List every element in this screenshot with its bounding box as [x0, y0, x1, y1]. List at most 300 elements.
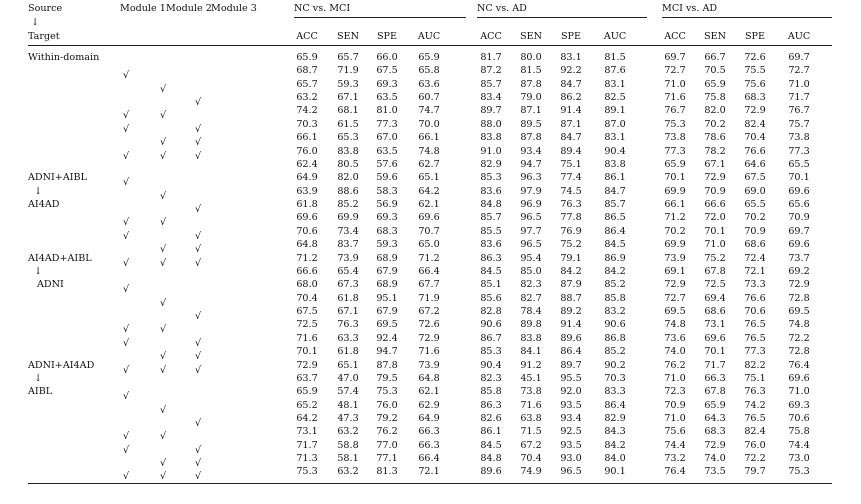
- table-cell: 83.8: [520, 332, 542, 344]
- table-cell: 59.3: [337, 78, 359, 90]
- table-cell: 67.8: [704, 265, 726, 277]
- table-cell: 77.3: [788, 145, 810, 157]
- table-cell: 90.2: [604, 359, 626, 371]
- module-2-check: √: [159, 431, 167, 443]
- table-cell: 87.6: [604, 65, 626, 77]
- table-cell: 82.7: [520, 292, 542, 304]
- table-cell: 69.3: [376, 78, 398, 90]
- table-cell: 86.4: [604, 399, 626, 411]
- table-cell: 84.8: [480, 453, 502, 465]
- header-module-2: Module 2: [166, 3, 212, 14]
- domain-label: ↓: [34, 372, 43, 384]
- table-cell: 85.7: [480, 212, 502, 224]
- table-cell: 90.4: [480, 359, 502, 371]
- module-3-check: √: [194, 257, 202, 269]
- table-cell: 76.3: [337, 319, 359, 331]
- table-cell: 91.2: [520, 359, 542, 371]
- table-cell: 84.5: [480, 265, 502, 277]
- table-cell: 65.6: [788, 199, 810, 211]
- table-cell: 93.5: [560, 439, 582, 451]
- table-cell: 64.9: [418, 412, 440, 424]
- table-cell: 69.6: [788, 372, 810, 384]
- table-cell: 84.8: [480, 199, 502, 211]
- module-2-check: √: [159, 150, 167, 162]
- table-cell: 74.8: [664, 319, 686, 331]
- table-cell: 73.6: [664, 332, 686, 344]
- table-cell: 69.3: [788, 399, 810, 411]
- table-cell: 74.4: [788, 439, 810, 451]
- table-cell: 83.1: [604, 132, 626, 144]
- table-cell: 61.5: [337, 118, 359, 130]
- table-cell: 71.6: [520, 399, 542, 411]
- table-cell: 71.0: [788, 386, 810, 398]
- table-cell: 90.1: [604, 466, 626, 478]
- table-cell: 67.9: [376, 265, 398, 277]
- table-cell: 65.2: [296, 399, 318, 411]
- table-cell: 82.4: [744, 426, 766, 438]
- table-cell: 71.2: [296, 252, 318, 264]
- table-cell: 74.9: [520, 466, 542, 478]
- table-cell: 73.9: [664, 252, 686, 264]
- table-cell: 65.9: [418, 52, 440, 63]
- table-cell: 76.2: [664, 359, 686, 371]
- table-cell: 89.6: [560, 332, 582, 344]
- table-cell: 66.0: [376, 52, 398, 63]
- table-cell: 47.0: [337, 372, 359, 384]
- table-cell: 96.3: [520, 172, 542, 184]
- module-1-check: √: [122, 230, 130, 242]
- module-2-check: √: [159, 471, 167, 483]
- table-cell: 93.4: [520, 145, 542, 157]
- table-cell: 70.6: [788, 412, 810, 424]
- table-cell: 71.0: [704, 239, 726, 251]
- table-cell: 68.1: [337, 105, 359, 117]
- table-cell: 83.8: [480, 132, 502, 144]
- module-2-check: √: [159, 217, 167, 229]
- table-cell: 75.8: [788, 426, 810, 438]
- table-cell: 73.1: [296, 426, 318, 438]
- table-cell: 96.5: [520, 212, 542, 224]
- table-cell: 85.5: [480, 225, 502, 237]
- module-1-check: √: [122, 123, 130, 135]
- table-cell: 76.0: [376, 399, 398, 411]
- table-cell: 67.1: [337, 306, 359, 318]
- table-cell: 83.1: [560, 52, 582, 63]
- table-cell: 72.1: [418, 466, 440, 478]
- table-cell: 68.3: [704, 426, 726, 438]
- table-cell: 48.1: [337, 399, 359, 411]
- table-cell: 66.3: [704, 372, 726, 384]
- table-cell: 70.1: [704, 346, 726, 358]
- table-cell: 83.1: [604, 78, 626, 90]
- table-cell: 71.6: [418, 346, 440, 358]
- table-cell: 74.2: [296, 105, 318, 117]
- group-rule-nc-mci: [294, 17, 466, 18]
- table-cell: 87.9: [560, 279, 582, 291]
- table-cell: 89.6: [480, 466, 502, 478]
- table-cell: 77.3: [376, 118, 398, 130]
- table-cell: 73.8: [788, 132, 810, 144]
- module-2-check: √: [159, 404, 167, 416]
- table-cell: 75.6: [664, 426, 686, 438]
- table-cell: 76.4: [788, 359, 810, 371]
- table-cell: 82.5: [604, 92, 626, 104]
- table-cell: 90.6: [480, 319, 502, 331]
- table-cell: 66.7: [704, 52, 726, 63]
- module-3-check: √: [194, 123, 202, 135]
- table-cell: 70.9: [744, 225, 766, 237]
- table-cell: 72.5: [704, 279, 726, 291]
- domain-label: AI4AD: [28, 199, 60, 211]
- module-2-check: √: [159, 324, 167, 336]
- table-cell: 75.3: [788, 466, 810, 478]
- table-cell: 58.3: [376, 185, 398, 197]
- module-3-check: √: [194, 230, 202, 242]
- table-cell: 76.7: [664, 105, 686, 117]
- module-1-check: √: [122, 110, 130, 122]
- header-target: Target: [28, 31, 60, 42]
- table-cell: 70.4: [296, 292, 318, 304]
- table-cell: 75.1: [560, 158, 582, 170]
- table-cell: 71.9: [418, 292, 440, 304]
- table-cell: 76.0: [296, 145, 318, 157]
- table-cell: 71.0: [664, 78, 686, 90]
- table-cell: 73.0: [788, 453, 810, 465]
- table-cell: 71.5: [520, 426, 542, 438]
- table-cell: 68.6: [744, 239, 766, 251]
- table-cell: 75.3: [664, 118, 686, 130]
- domain-label: AI4AD+AIBL: [28, 252, 92, 264]
- group-mci-ad: MCI vs. AD: [662, 3, 718, 14]
- table-cell: 74.0: [704, 453, 726, 465]
- table-cell: 89.7: [560, 359, 582, 371]
- group-rule-nc-ad: [477, 17, 647, 18]
- table-cell: 87.1: [520, 105, 542, 117]
- group-nc-mci: NC vs. MCI: [294, 3, 351, 14]
- module-2-check: √: [159, 458, 167, 470]
- table-cell: 84.1: [520, 346, 542, 358]
- table-cell: 87.0: [604, 118, 626, 130]
- table-cell: 87.2: [480, 65, 502, 77]
- table-cell: 77.8: [560, 212, 582, 224]
- table-cell: 72.0: [704, 212, 726, 224]
- table-cell: 89.5: [520, 118, 542, 130]
- table-cell: 95.5: [560, 372, 582, 384]
- table-cell: 66.3: [418, 439, 440, 451]
- table-cell: 93.0: [560, 453, 582, 465]
- table-cell: 67.1: [704, 158, 726, 170]
- table-cell: 76.6: [744, 145, 766, 157]
- table-cell: 67.9: [376, 306, 398, 318]
- table-cell: 84.2: [604, 265, 626, 277]
- table-cell: 65.1: [418, 172, 440, 184]
- table-cell: 75.1: [744, 372, 766, 384]
- table-cell: 45.1: [520, 372, 542, 384]
- table-cell: 70.1: [704, 225, 726, 237]
- table-cell: 71.9: [337, 65, 359, 77]
- module-1-check: √: [122, 364, 130, 376]
- table-cell: 81.5: [604, 52, 626, 63]
- table-cell: 71.3: [296, 453, 318, 465]
- table-cell: 85.6: [480, 292, 502, 304]
- table-cell: 63.5: [376, 92, 398, 104]
- table-cell: 82.3: [480, 372, 502, 384]
- table-cell: 85.3: [480, 346, 502, 358]
- metric-header-acc: ACC: [296, 31, 318, 42]
- table-cell: 71.6: [296, 332, 318, 344]
- module-1-check: √: [122, 70, 130, 82]
- table-cell: 71.2: [664, 212, 686, 224]
- module-3-check: √: [194, 97, 202, 109]
- table-cell: 76.7: [788, 105, 810, 117]
- table-cell: 65.0: [418, 239, 440, 251]
- table-cell: 69.6: [418, 212, 440, 224]
- table-cell: 72.7: [664, 292, 686, 304]
- table-cell: 75.3: [376, 386, 398, 398]
- table-cell: 89.2: [560, 306, 582, 318]
- table-cell: 74.5: [560, 185, 582, 197]
- table-cell: 74.8: [788, 319, 810, 331]
- table-cell: 82.3: [520, 279, 542, 291]
- module-1-check: √: [122, 431, 130, 443]
- table-cell: 76.6: [744, 292, 766, 304]
- table-cell: 70.9: [704, 185, 726, 197]
- table-cell: 75.7: [788, 118, 810, 130]
- table-cell: 57.4: [337, 386, 359, 398]
- table-cell: 66.4: [418, 453, 440, 465]
- table-cell: 74.8: [418, 145, 440, 157]
- module-2-check: √: [159, 137, 167, 149]
- table-cell: 90.6: [604, 319, 626, 331]
- metric-header-spe: SPE: [376, 31, 398, 42]
- table-cell: 84.7: [560, 132, 582, 144]
- table-cell: 70.3: [604, 372, 626, 384]
- table-cell: 61.8: [296, 199, 318, 211]
- table-cell: 65.1: [337, 359, 359, 371]
- table-cell: 97.7: [520, 225, 542, 237]
- table-cell: 81.5: [520, 65, 542, 77]
- table-cell: 81.7: [480, 52, 502, 63]
- table-cell: 70.5: [704, 65, 726, 77]
- table-cell: 79.0: [520, 92, 542, 104]
- header-source: Source: [28, 3, 63, 14]
- table-cell: 65.9: [704, 78, 726, 90]
- table-cell: 70.4: [520, 453, 542, 465]
- table-cell: 61.8: [337, 292, 359, 304]
- table-cell: 92.2: [560, 65, 582, 77]
- table-cell: 67.8: [704, 386, 726, 398]
- table-cell: 86.4: [560, 346, 582, 358]
- table-cell: 85.3: [480, 172, 502, 184]
- header-bottom-rule: [28, 45, 832, 46]
- table-cell: 84.2: [560, 265, 582, 277]
- table-cell: 77.0: [376, 439, 398, 451]
- table-cell: 70.2: [744, 212, 766, 224]
- table-cell: 62.1: [418, 199, 440, 211]
- module-1-check: √: [122, 391, 130, 403]
- table-cell: 72.9: [744, 105, 766, 117]
- table-cell: 76.5: [744, 412, 766, 424]
- table-cell: 66.4: [418, 265, 440, 277]
- table-cell: 67.5: [296, 306, 318, 318]
- table-cell: 59.3: [376, 239, 398, 251]
- table-cell: 83.3: [604, 386, 626, 398]
- table-cell: 76.0: [744, 439, 766, 451]
- table-cell: 73.9: [418, 359, 440, 371]
- table-cell: 86.2: [560, 92, 582, 104]
- table-cell: 86.1: [480, 426, 502, 438]
- table-cell: 84.2: [604, 439, 626, 451]
- table-cell: 73.9: [337, 252, 359, 264]
- table-cell: 86.9: [604, 252, 626, 264]
- module-1-check: √: [122, 217, 130, 229]
- table-cell: 63.2: [296, 92, 318, 104]
- table-cell: 74.4: [664, 439, 686, 451]
- metric-header-acc: ACC: [480, 31, 502, 42]
- table-cell: 89.1: [604, 105, 626, 117]
- table-cell: 69.9: [664, 185, 686, 197]
- table-cell: 70.7: [418, 225, 440, 237]
- table-cell: 76.9: [560, 225, 582, 237]
- table-cell: 70.9: [664, 399, 686, 411]
- table-cell: 90.4: [604, 145, 626, 157]
- table-cell: 85.7: [480, 78, 502, 90]
- table-cell: 97.9: [520, 185, 542, 197]
- module-1-check: √: [122, 150, 130, 162]
- table-cell: 70.6: [296, 225, 318, 237]
- table-cell: 67.2: [520, 439, 542, 451]
- table-bottom-rule: [28, 483, 832, 484]
- table-cell: 69.2: [788, 265, 810, 277]
- table-cell: 70.0: [418, 118, 440, 130]
- module-1-check: √: [122, 257, 130, 269]
- table-cell: 72.2: [788, 332, 810, 344]
- table-cell: 62.7: [418, 158, 440, 170]
- module-2-check: √: [159, 244, 167, 256]
- module-1-check: √: [122, 324, 130, 336]
- table-cell: 72.9: [664, 279, 686, 291]
- table-cell: 70.3: [296, 118, 318, 130]
- group-rule-mci-ad: [662, 17, 832, 18]
- table-cell: 83.6: [480, 185, 502, 197]
- table-cell: 70.6: [744, 306, 766, 318]
- table-cell: 72.7: [788, 65, 810, 77]
- table-cell: 62.1: [418, 386, 440, 398]
- table-cell: 69.6: [788, 185, 810, 197]
- module-3-check: √: [194, 458, 202, 470]
- table-cell: 79.1: [560, 252, 582, 264]
- table-cell: 82.9: [604, 412, 626, 424]
- table-cell: 83.8: [604, 158, 626, 170]
- table-cell: 65.8: [418, 65, 440, 77]
- table-cell: 69.7: [788, 52, 810, 63]
- table-cell: 72.9: [704, 172, 726, 184]
- table-cell: 73.7: [788, 252, 810, 264]
- table-cell: 71.7: [788, 92, 810, 104]
- table-cell: 65.9: [296, 386, 318, 398]
- module-1-check: √: [122, 471, 130, 483]
- table-cell: 96.5: [560, 466, 582, 478]
- table-cell: 80.5: [337, 158, 359, 170]
- table-cell: 58.8: [337, 439, 359, 451]
- table-cell: 84.3: [604, 426, 626, 438]
- table-cell: 70.2: [704, 118, 726, 130]
- table-cell: 59.6: [376, 172, 398, 184]
- table-cell: 65.9: [296, 52, 318, 63]
- table-cell: 67.3: [337, 279, 359, 291]
- table-cell: 91.4: [560, 319, 582, 331]
- table-cell: 92.0: [560, 386, 582, 398]
- module-2-check: √: [159, 110, 167, 122]
- table-cell: 72.8: [788, 346, 810, 358]
- table-cell: 82.6: [480, 412, 502, 424]
- table-cell: 85.8: [480, 386, 502, 398]
- header-module-1: Module 1: [120, 3, 166, 14]
- table-cell: 69.3: [376, 212, 398, 224]
- table-cell: 68.6: [704, 306, 726, 318]
- table-cell: 71.0: [664, 372, 686, 384]
- table-cell: 82.4: [744, 118, 766, 130]
- table-cell: 62.4: [296, 158, 318, 170]
- table-cell: 69.5: [664, 306, 686, 318]
- table-cell: 72.2: [744, 453, 766, 465]
- table-cell: 75.5: [744, 65, 766, 77]
- table-cell: 71.6: [664, 92, 686, 104]
- table-cell: 71.2: [418, 252, 440, 264]
- module-3-check: √: [194, 337, 202, 349]
- group-nc-ad: NC vs. AD: [477, 3, 527, 14]
- table-cell: 84.7: [604, 185, 626, 197]
- table-cell: 67.5: [744, 172, 766, 184]
- table-cell: 82.8: [480, 306, 502, 318]
- table-cell: 70.1: [788, 172, 810, 184]
- table-cell: 60.7: [418, 92, 440, 104]
- table-cell: 65.7: [296, 78, 318, 90]
- module-2-check: √: [159, 257, 167, 269]
- metric-header-auc: AUC: [787, 31, 811, 42]
- table-cell: 63.5: [376, 145, 398, 157]
- table-cell: 73.8: [520, 386, 542, 398]
- metric-header-sen: SEN: [337, 31, 359, 42]
- table-cell: 88.0: [480, 118, 502, 130]
- table-cell: 72.4: [744, 252, 766, 264]
- table-cell: 71.7: [704, 359, 726, 371]
- table-cell: 72.7: [664, 65, 686, 77]
- table-cell: 79.5: [376, 372, 398, 384]
- domain-label: Within-domain: [28, 52, 100, 63]
- table-cell: 73.3: [744, 279, 766, 291]
- table-cell: 88.7: [560, 292, 582, 304]
- module-3-check: √: [194, 311, 202, 323]
- table-cell: 73.4: [337, 225, 359, 237]
- table-cell: 70.9: [788, 212, 810, 224]
- table-cell: 83.2: [604, 306, 626, 318]
- table-cell: 64.6: [744, 158, 766, 170]
- table-cell: 89.4: [560, 145, 582, 157]
- table-cell: 79.2: [376, 412, 398, 424]
- table-cell: 75.2: [704, 252, 726, 264]
- table-cell: 64.8: [296, 239, 318, 251]
- table-cell: 94.7: [376, 346, 398, 358]
- table-cell: 82.0: [704, 105, 726, 117]
- table-cell: 68.3: [744, 92, 766, 104]
- table-cell: 76.3: [560, 199, 582, 211]
- table-cell: 47.3: [337, 412, 359, 424]
- table-cell: 72.9: [418, 332, 440, 344]
- table-cell: 77.3: [744, 346, 766, 358]
- table-cell: 93.5: [560, 399, 582, 411]
- table-cell: 66.6: [704, 199, 726, 211]
